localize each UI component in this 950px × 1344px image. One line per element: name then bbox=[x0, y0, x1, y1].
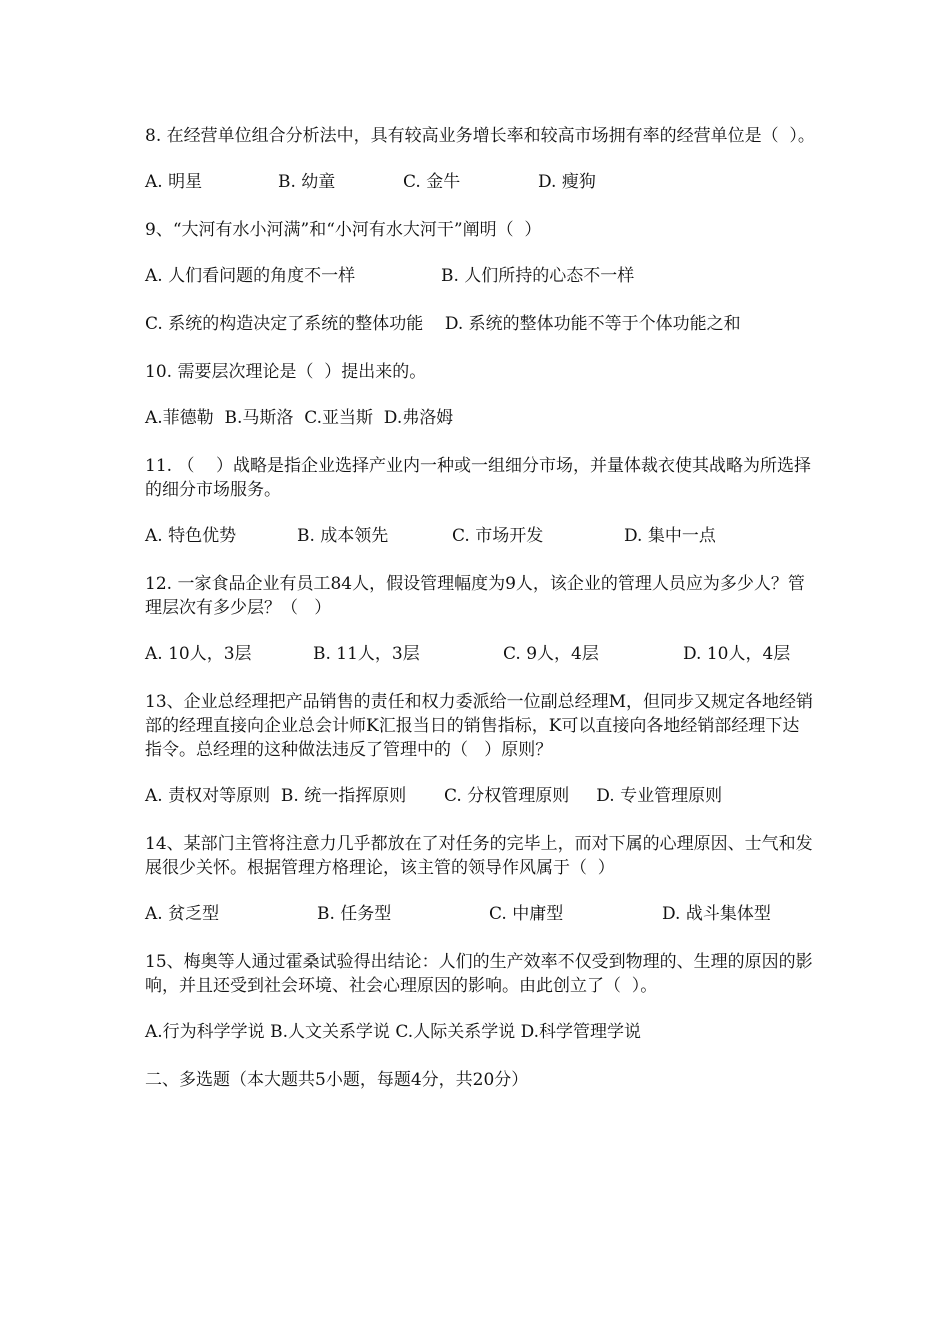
option-a: A. 人们看问题的角度不一样 bbox=[145, 266, 356, 286]
option-b: B. 成本领先 bbox=[297, 526, 389, 546]
question-9-options-line1 bbox=[145, 264, 815, 288]
question-9: 9、“大河有水小河满”和“小河有水大河干”阐明（ ） bbox=[145, 220, 542, 240]
option-a: A. 明星 bbox=[145, 172, 203, 192]
option-d: D. 10人，4层 bbox=[683, 644, 791, 664]
option-c: C. 中庸型 bbox=[489, 904, 564, 924]
option-b: B. 幼童 bbox=[278, 172, 336, 192]
option-b: B. 任务型 bbox=[317, 904, 392, 924]
option-b: B. 11人，3层 bbox=[313, 644, 420, 664]
question-13-options: A. 责权对等原则 B. 统一指挥原则 C. 分权管理原则 D. 专业管理原则 bbox=[145, 786, 723, 806]
question-8-options bbox=[145, 170, 815, 194]
option-d: D. 战斗集体型 bbox=[662, 904, 771, 924]
question-list bbox=[145, 124, 815, 1116]
question-10-options: A.菲德勒 B.马斯洛 C.亚当斯 D.弗洛姆 bbox=[145, 408, 454, 428]
option-d: D. 瘦狗 bbox=[538, 172, 596, 192]
option-b: B. 人们所持的心态不一样 bbox=[441, 266, 635, 286]
question-13: 13、企业总经理把产品销售的责任和权力委派给一位副总经理M，但同步又规定各地经销部的经理直接向企业总会计师K汇报当日的销售指标，K可以直接向各地经销部经理下达指令。总经理的这种做法违反了管理中的（ ）原则？ bbox=[145, 692, 814, 760]
question-11-options bbox=[145, 524, 815, 548]
question-12: 12. 一家食品企业有员工84人，假设管理幅度为9人，该企业的管理人员应为多少人？管理层次有多少层？（ ） bbox=[145, 574, 805, 618]
question-14: 14、某部门主管将注意力几乎都放在了对任务的完毕上，而对下属的心理原因、士气和发展很少关怀。根据管理方格理论，该主管的领导作风属于（ ） bbox=[145, 834, 813, 878]
question-9-options-line2: C. 系统的构造决定了系统的整体功能 D. 系统的整体功能不等于个体功能之和 bbox=[145, 314, 741, 334]
option-a: A. 贫乏型 bbox=[145, 904, 220, 924]
question-14-options bbox=[145, 902, 815, 926]
section-heading: 二、多选题（本大题共5小题，每题4分，共20分） bbox=[145, 1070, 529, 1090]
option-a: A. 特色优势 bbox=[145, 526, 237, 546]
option-c: C. 金牛 bbox=[403, 172, 461, 192]
question-11: 11. （ ）战略是指企业选择产业内一种或一组细分市场，并量体裁衣使其战略为所选择的细分市场服务。 bbox=[145, 456, 812, 500]
option-c: C. 9人，4层 bbox=[503, 644, 599, 664]
question-12-options bbox=[145, 642, 815, 666]
option-d: D. 集中一点 bbox=[624, 526, 716, 546]
question-15-options: A.行为科学学说 B.人文关系学说 C.人际关系学说 D.科学管理学说 bbox=[145, 1022, 642, 1042]
question-15: 15、梅奥等人通过霍桑试验得出结论：人们的生产效率不仅受到物理的、生理的原因的影响，并且还受到社会环境、社会心理原因的影响。由此创立了（ ）。 bbox=[145, 952, 813, 996]
question-8: 8. 在经营单位组合分析法中，具有较高业务增长率和较高市场拥有率的经营单位是（ ）。 bbox=[145, 126, 815, 146]
question-10: 10. 需要层次理论是（ ）提出来的。 bbox=[145, 362, 427, 382]
option-c: C. 市场开发 bbox=[452, 526, 544, 546]
option-a: A. 10人，3层 bbox=[145, 644, 252, 664]
